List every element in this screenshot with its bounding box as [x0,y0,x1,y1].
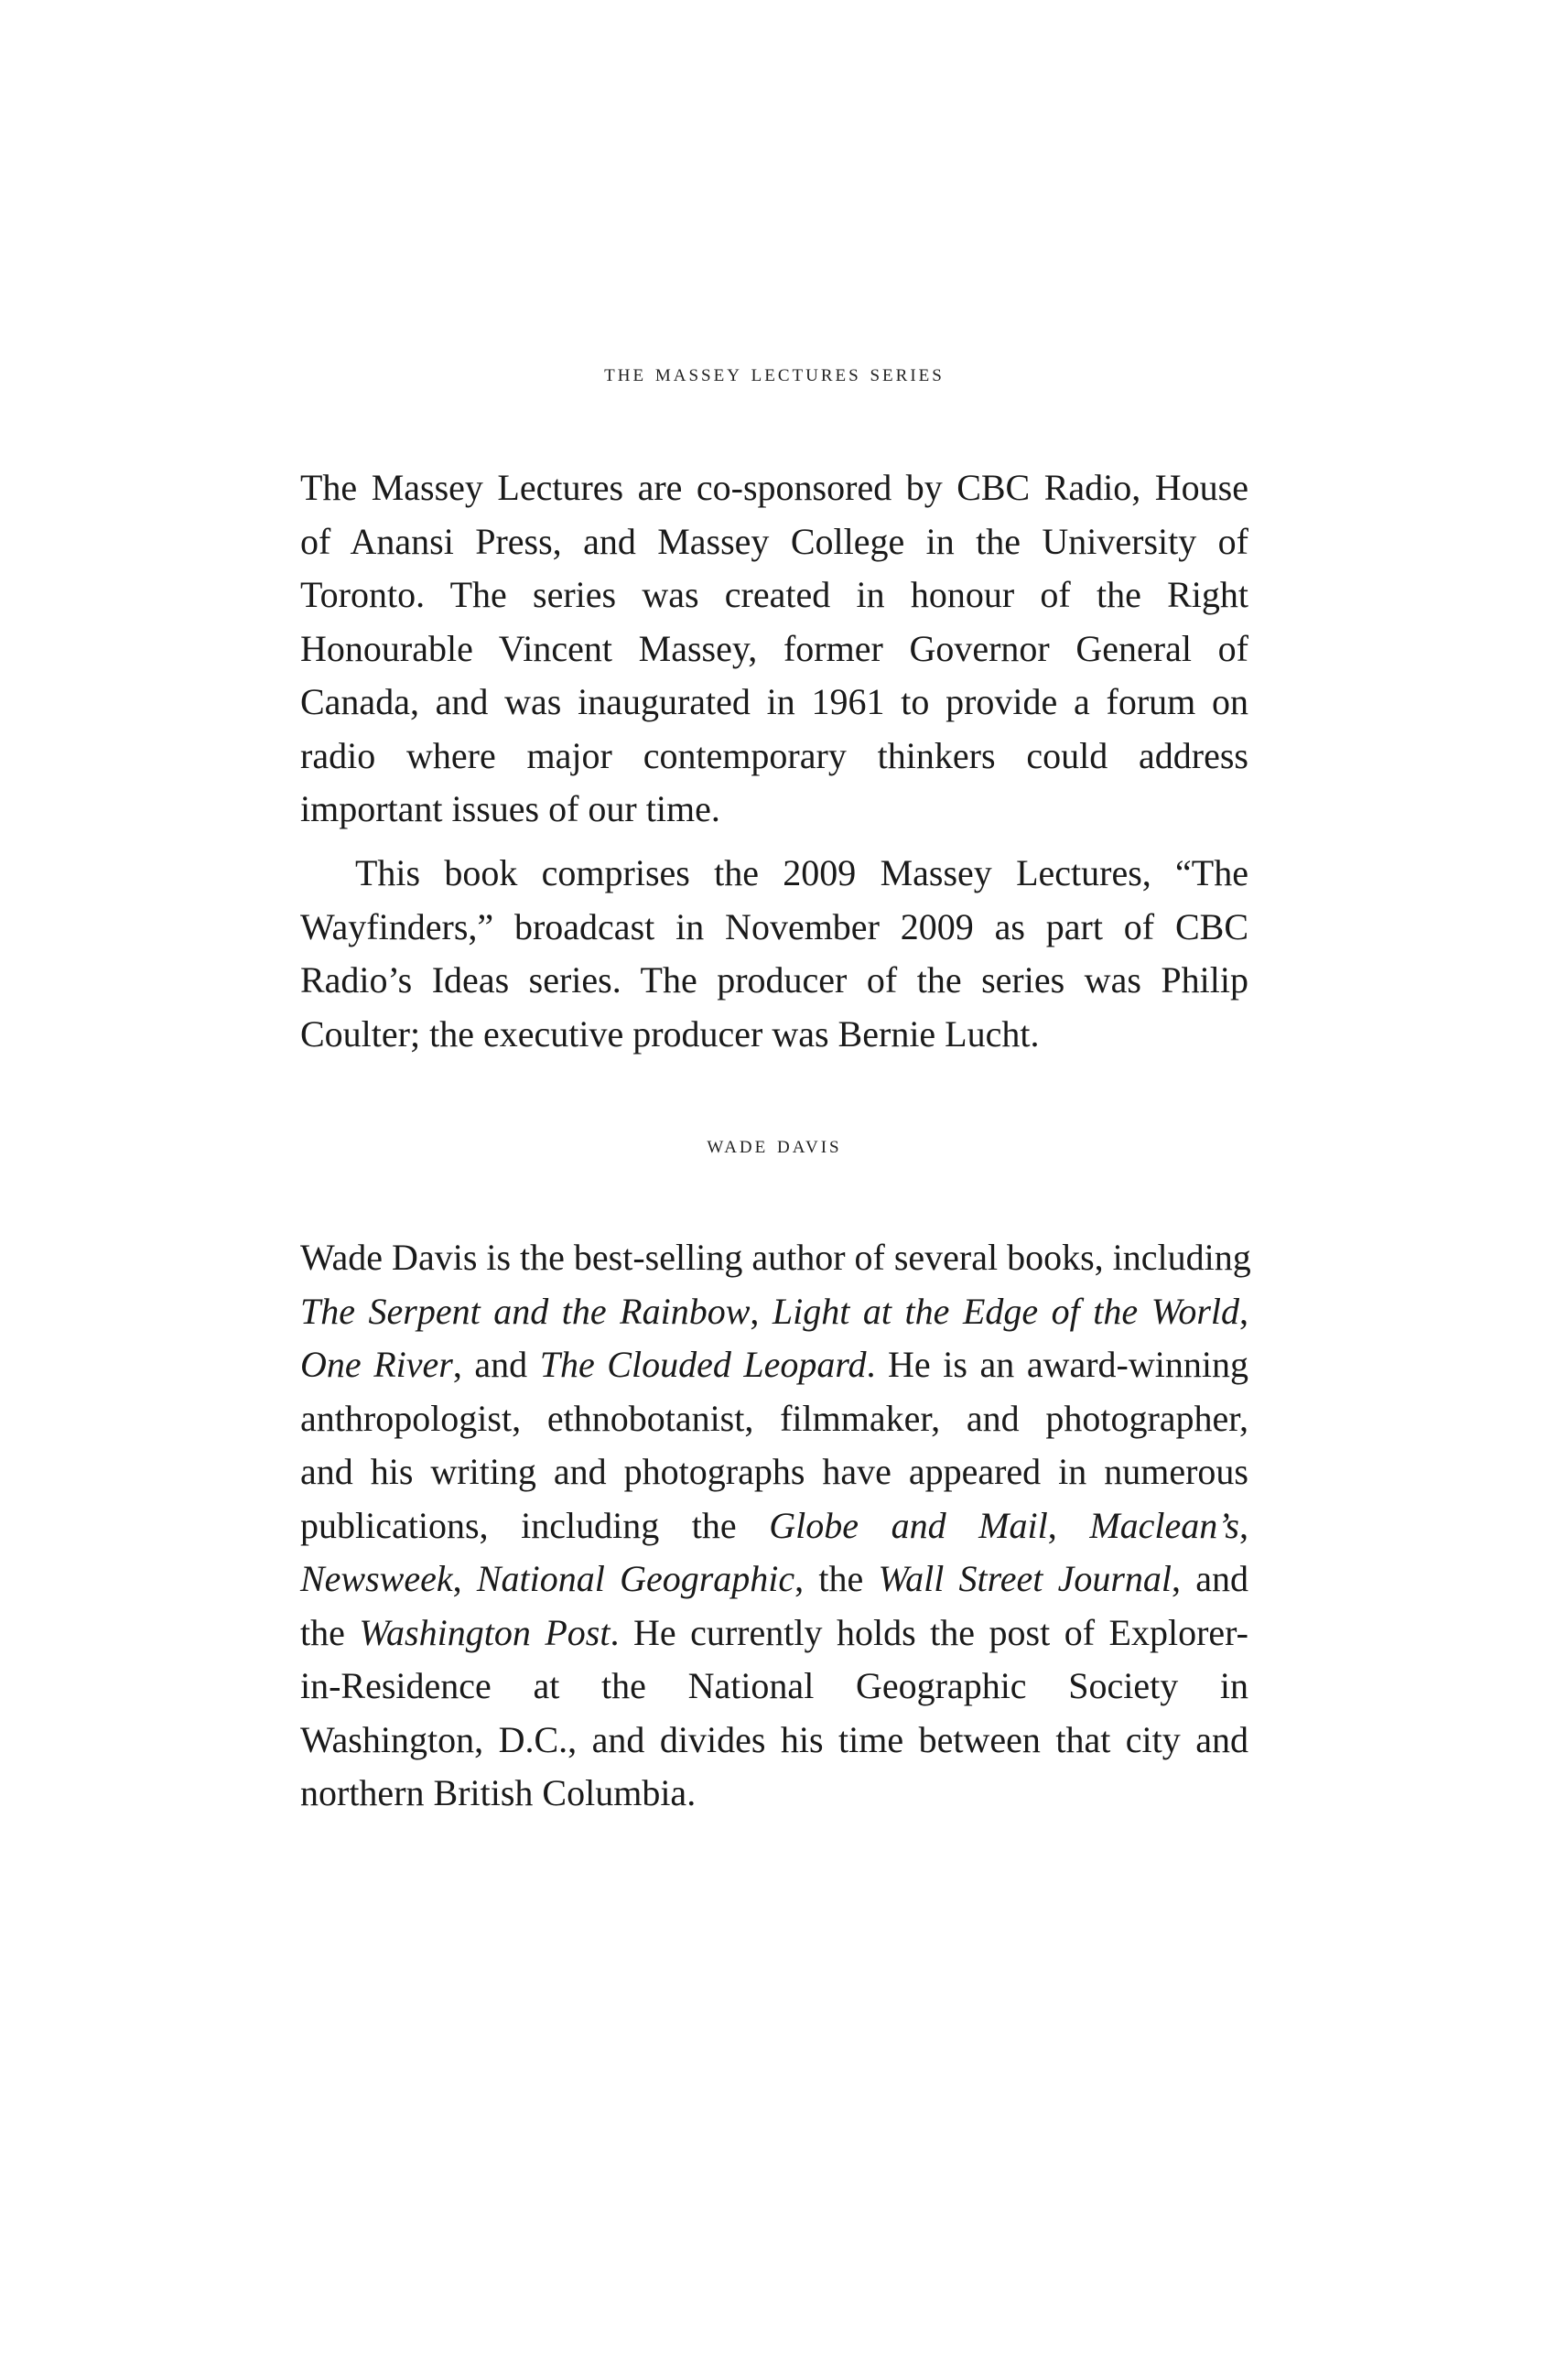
text-line: important issues of our time. [300,788,720,829]
publication-title: Washington Post [359,1611,611,1653]
text-line: and his writing and photographs have appeared in numerous [300,1451,1248,1492]
text-fragment: , [1239,1504,1248,1546]
publication-title: National Geographic [476,1558,795,1599]
text-line: in-Residence at the National Geographic Society in [300,1665,1248,1706]
text-line: anthropologist, ethnobotanist, filmmaker, and photographer, [300,1397,1248,1439]
text-line: Wade Davis is the best-selling author of several books, including [300,1237,1251,1278]
text-line: Washington, D.C., and divides his time between that city and [300,1718,1248,1760]
book-title: The Serpent and the Rainbow [300,1290,751,1332]
text-line [300,1285,1248,1339]
text-line: Radio’s Ideas series. The producer of the series was Philip [300,959,1248,1001]
book-page [300,0,1251,2380]
massey-lectures-paragraph-2 [300,847,1248,1061]
text-line [300,1552,1248,1606]
book-title: One River [300,1344,453,1385]
massey-lectures-paragraph-1 [300,461,1248,837]
text-fragment: . He currently holds the post of Explorer- [610,1611,1248,1653]
section-heading-massey-lectures: the massey lectures series [604,359,945,386]
text-line [300,1338,1248,1392]
text-line: Canada, and was inaugurated in 1961 to provide a forum on [300,681,1248,722]
text-fragment: , and [1172,1558,1249,1599]
text-fragment: , the [794,1558,879,1599]
publication-title: Maclean’s [1089,1504,1239,1546]
publication-title: Wall Street Journal [878,1558,1172,1599]
text-line: Wayfinders,” broadcast in November 2009 as part of CBC [300,905,1248,947]
text-line: The Massey Lectures are co-sponsored by CBC Radio, House [300,467,1248,508]
text-fragment: , [1239,1290,1249,1332]
author-bio-paragraph [300,1231,1251,1821]
text-fragment: . He is an award-winning [866,1344,1248,1385]
text-fragment: , [452,1558,477,1599]
text-line: northern British Columbia. [300,1772,697,1813]
text-fragment: , [750,1290,773,1332]
text-fragment: , and [452,1344,540,1385]
text-line: radio where major contemporary thinkers could address [300,734,1248,776]
text-line: of Anansi Press, and Massey College in the University of [300,520,1248,562]
publication-title: Newsweek [300,1558,453,1599]
section-heading-wade-davis: wade davis [707,1130,842,1158]
text-line [300,1606,1248,1661]
text-line: Coulter; the executive producer was Bernie Lucht. [300,1012,1040,1055]
text-line: This book comprises the 2009 Massey Lectures, “The [355,852,1248,893]
book-title: Light at the Edge of the World [772,1290,1240,1332]
text-line: Honourable Vincent Massey, former Governor General of [300,627,1248,669]
text-fragment: publications, including the [300,1504,770,1546]
text-line [300,1499,1248,1553]
text-line: Toronto. The series was created in honour of the Right [300,574,1248,615]
publication-title: Globe and Mail [769,1504,1048,1546]
text-fragment: , [1047,1504,1090,1546]
text-fragment: the [300,1611,360,1653]
book-title: The Clouded Leopard [539,1344,867,1385]
